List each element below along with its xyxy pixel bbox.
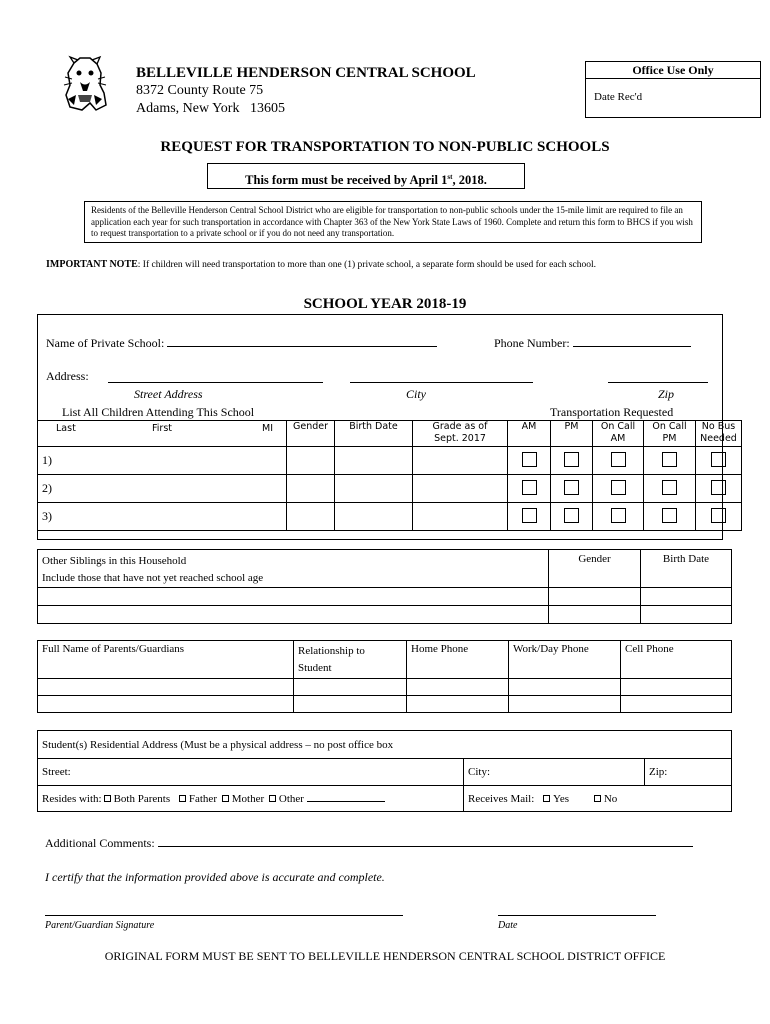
transport-heading: Transportation Requested xyxy=(550,405,674,419)
children-header-row xyxy=(38,421,742,447)
col-pm: PM xyxy=(551,421,593,447)
work-phone-cell[interactable] xyxy=(509,679,621,696)
child-row-label: 1) xyxy=(38,447,287,475)
relationship-header-1: Relationship to xyxy=(298,645,365,657)
date-caption: Date xyxy=(498,920,518,931)
col-oncall-am-1: On Call xyxy=(600,421,636,432)
home-phone-cell[interactable] xyxy=(407,679,509,696)
street-line[interactable] xyxy=(108,370,323,383)
sibling-name-cell[interactable] xyxy=(38,588,549,606)
mother-checkbox[interactable] xyxy=(222,795,229,802)
oncall-am-checkbox[interactable] xyxy=(611,480,626,495)
col-nobus-1: No Bus xyxy=(701,421,736,432)
comments-line[interactable] xyxy=(158,834,693,847)
work-phone-cell[interactable] xyxy=(509,696,621,713)
father-label: Father xyxy=(188,793,217,805)
residence-address-row xyxy=(38,759,732,786)
col-oncall-pm-2: PM xyxy=(662,433,677,444)
am-checkbox[interactable] xyxy=(522,452,537,467)
grade-cell[interactable] xyxy=(413,503,508,531)
yes-checkbox[interactable] xyxy=(543,795,550,802)
siblings-header-row xyxy=(38,550,732,588)
intro-box xyxy=(84,201,702,243)
city-caption: City xyxy=(406,387,426,401)
am-checkbox[interactable] xyxy=(522,480,537,495)
private-school-label: Name of Private School: xyxy=(46,336,165,350)
relationship-cell[interactable] xyxy=(294,679,407,696)
yes-label: Yes xyxy=(553,792,570,805)
siblings-heading-2: Include those that have not yet reached school age xyxy=(42,572,264,584)
phone-line[interactable] xyxy=(573,334,691,347)
comments-field[interactable] xyxy=(45,834,693,851)
home-phone-header: Home Phone xyxy=(407,641,509,679)
birth-date-cell[interactable] xyxy=(335,503,413,531)
siblings-table xyxy=(37,549,732,624)
sibling-row xyxy=(38,606,732,624)
parent-row xyxy=(38,679,732,696)
form-title: REQUEST FOR TRANSPORTATION TO NON-PUBLIC SCHOOLS xyxy=(160,139,610,155)
siblings-heading-1: Other Siblings in this Household xyxy=(42,555,187,567)
gender-cell[interactable] xyxy=(287,503,335,531)
work-phone-header: Work/Day Phone xyxy=(509,641,621,679)
child-row-label: 2) xyxy=(38,475,287,503)
no-bus-checkbox[interactable] xyxy=(711,452,726,467)
bobcat-mascot-icon xyxy=(60,55,110,113)
oncall-pm-checkbox[interactable] xyxy=(662,452,677,467)
col-mi: MI xyxy=(262,423,273,434)
both-parents-label: Both Parents xyxy=(113,793,171,805)
parent-name-cell[interactable] xyxy=(38,696,294,713)
office-use-title: Office Use Only xyxy=(586,62,760,79)
sibling-gender-cell[interactable] xyxy=(549,588,641,606)
note-label: IMPORTANT NOTE xyxy=(46,259,138,270)
deadline-box xyxy=(207,163,525,189)
sibling-gender-cell[interactable] xyxy=(549,606,641,624)
city-field[interactable] xyxy=(464,759,645,786)
pm-checkbox[interactable] xyxy=(564,480,579,495)
grade-cell[interactable] xyxy=(413,475,508,503)
home-phone-cell[interactable] xyxy=(407,696,509,713)
signature-caption: Parent/Guardian Signature xyxy=(45,920,155,931)
comments-label: Additional Comments: xyxy=(45,836,155,850)
sibling-birth-date-cell[interactable] xyxy=(641,588,732,606)
col-grade-2: Sept. 2017 xyxy=(434,433,486,444)
date-line[interactable] xyxy=(498,915,656,916)
phone-label: Phone Number: xyxy=(494,336,570,350)
address-line2: Adams, New York 13605 xyxy=(136,101,285,116)
parent-row xyxy=(38,696,732,713)
siblings-birth-date-header: Birth Date xyxy=(641,550,732,588)
address-line1: 8372 County Route 75 xyxy=(136,83,264,98)
sibling-name-cell[interactable] xyxy=(38,606,549,624)
no-label: No xyxy=(603,792,618,805)
zip-line[interactable] xyxy=(608,370,708,383)
no-checkbox[interactable] xyxy=(594,795,601,802)
col-gender: Gender xyxy=(287,421,335,447)
birth-date-cell[interactable] xyxy=(335,475,413,503)
both-parents-checkbox[interactable] xyxy=(104,795,111,802)
col-oncall-pm-1: On Call xyxy=(652,421,687,432)
child-row xyxy=(38,475,742,503)
col-birth-date: Birth Date xyxy=(335,421,413,447)
gender-cell[interactable] xyxy=(287,447,335,475)
certify-statement: I certify that the information provided above is accurate and complete. xyxy=(45,870,385,884)
children-section xyxy=(37,314,737,540)
birth-date-cell[interactable] xyxy=(335,447,413,475)
cell-phone-header: Cell Phone xyxy=(621,641,732,679)
pm-checkbox[interactable] xyxy=(564,452,579,467)
no-bus-checkbox[interactable] xyxy=(711,480,726,495)
grade-cell[interactable] xyxy=(413,447,508,475)
street-caption: Street Address xyxy=(134,387,203,401)
col-first: First xyxy=(152,423,172,434)
school-year: SCHOOL YEAR 2018-19 xyxy=(303,296,467,312)
pm-checkbox[interactable] xyxy=(564,508,579,523)
zip-field[interactable] xyxy=(645,759,732,786)
col-last: Last xyxy=(56,423,76,434)
office-use-box xyxy=(585,61,761,118)
child-row xyxy=(38,447,742,475)
oncall-pm-checkbox[interactable] xyxy=(662,508,677,523)
parents-header-row xyxy=(38,641,732,679)
relationship-header-2: Student xyxy=(298,662,332,674)
signature-line[interactable] xyxy=(45,915,403,916)
col-oncall-am-2: AM xyxy=(610,433,626,444)
city-label: City: xyxy=(468,766,491,778)
gender-cell[interactable] xyxy=(287,475,335,503)
residence-options-row xyxy=(38,786,732,812)
address-label: Address: xyxy=(46,369,89,383)
children-table xyxy=(37,420,742,531)
mother-label: Mother xyxy=(231,793,265,805)
father-checkbox[interactable] xyxy=(179,795,186,802)
private-school-field[interactable] xyxy=(46,334,437,351)
deadline-pre: This form must be received by April 1 xyxy=(245,173,448,188)
oncall-am-checkbox[interactable] xyxy=(611,452,626,467)
deadline-post: , 2018. xyxy=(452,173,487,188)
no-bus-checkbox[interactable] xyxy=(711,508,726,523)
oncall-pm-checkbox[interactable] xyxy=(662,480,677,495)
cell-phone-cell[interactable] xyxy=(621,679,732,696)
other-checkbox[interactable] xyxy=(269,795,276,802)
sibling-row xyxy=(38,588,732,606)
parents-table xyxy=(37,640,732,713)
street-field[interactable] xyxy=(38,759,464,786)
street-label: Street: xyxy=(42,766,71,778)
relationship-cell[interactable] xyxy=(294,696,407,713)
receives-mail-label: Receives Mail: xyxy=(468,792,535,805)
child-row xyxy=(38,503,742,531)
city-line[interactable] xyxy=(350,370,533,383)
parent-name-cell[interactable] xyxy=(38,679,294,696)
sibling-birth-date-cell[interactable] xyxy=(641,606,732,624)
parents-name-header: Full Name of Parents/Guardians xyxy=(38,641,294,679)
child-row-label: 3) xyxy=(38,503,287,531)
other-line[interactable] xyxy=(307,792,385,802)
col-grade-1: Grade as of xyxy=(432,421,488,432)
intro-text: Residents of the Belleville Henderson Central School District who are eligible for transportation to non-public schools under the 15-mile limit are required to file an application each year for such transportation in accordance with Chapter 363 of the New York State Laws of 1960. Complete and return this form to BHCS if you wish to request transportation to a private school or if you do not need any transportation. xyxy=(91,205,693,238)
residence-heading: Student(s) Residential Address (Must be a physical address – no post office box xyxy=(38,731,732,759)
col-am: AM xyxy=(508,421,551,447)
other-label: Other xyxy=(278,793,304,805)
residence-header-row xyxy=(38,731,732,759)
cell-phone-cell[interactable] xyxy=(621,696,732,713)
residence-table xyxy=(37,730,732,812)
phone-field[interactable] xyxy=(494,334,691,351)
col-nobus-2: Needed xyxy=(700,433,737,444)
oncall-am-checkbox[interactable] xyxy=(611,508,626,523)
zip-caption: Zip xyxy=(658,387,675,401)
zip-label: Zip: xyxy=(649,766,668,778)
office-date-label: Date Rec'd xyxy=(594,91,643,103)
private-school-line[interactable] xyxy=(167,334,437,347)
siblings-gender-header: Gender xyxy=(549,550,641,588)
note-text: : If children will need transportation to more than one (1) private school, a separate form should be used for each school. xyxy=(137,260,597,270)
children-heading: List All Children Attending This School xyxy=(62,405,255,419)
deadline-sup: st xyxy=(447,173,453,181)
school-name: BELLEVILLE HENDERSON CENTRAL SCHOOL xyxy=(136,65,476,81)
am-checkbox[interactable] xyxy=(522,508,537,523)
original-notice: ORIGINAL FORM MUST BE SENT TO BELLEVILLE HENDERSON CENTRAL SCHOOL DISTRICT OFFICE xyxy=(104,949,666,963)
important-note xyxy=(46,259,596,270)
resides-with-label: Resides with: xyxy=(42,793,102,805)
